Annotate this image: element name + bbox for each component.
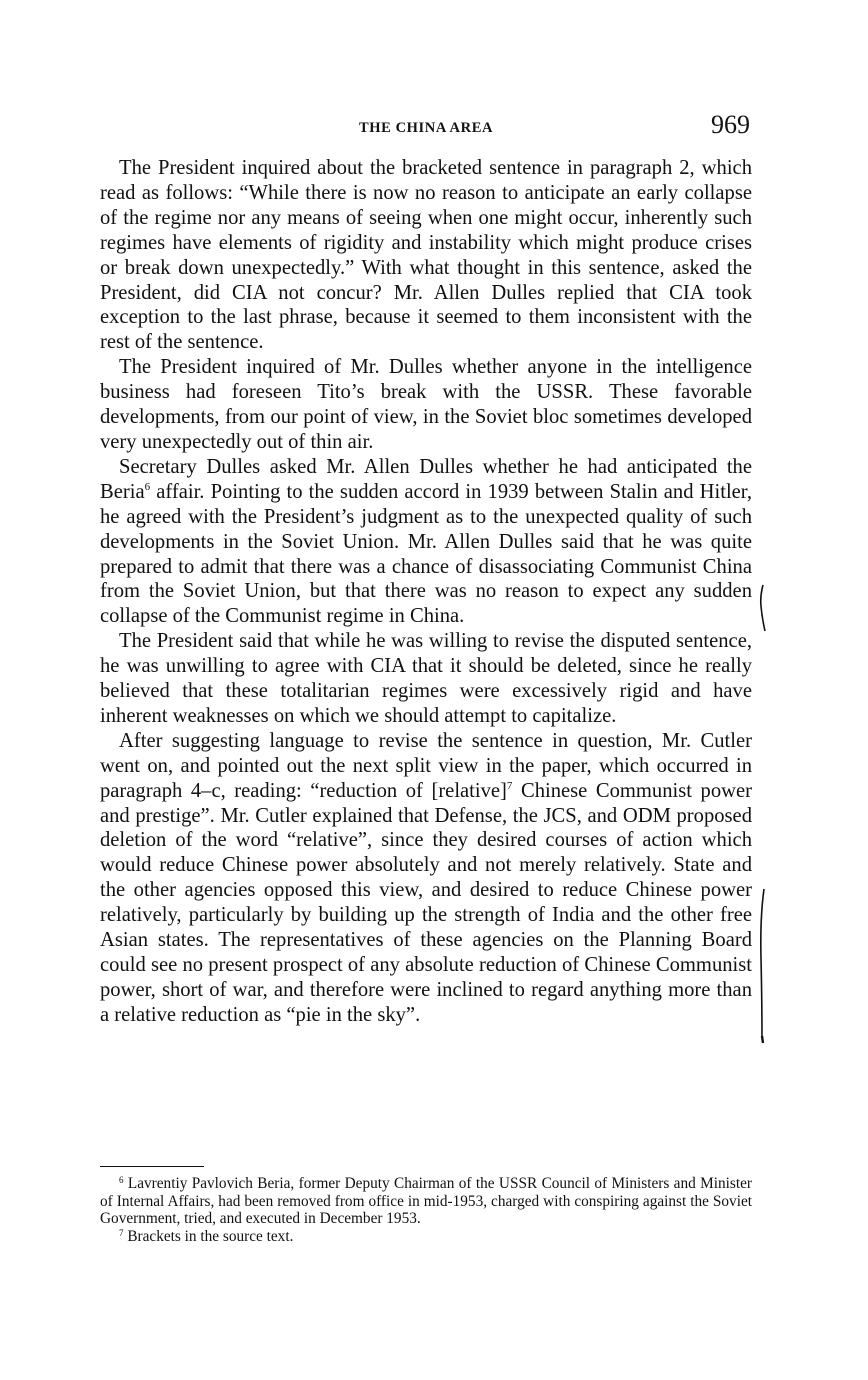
footnote-separator xyxy=(100,1166,204,1167)
running-header xyxy=(100,110,752,146)
paragraph-cutler-split-view xyxy=(100,729,752,1028)
paragraph-beria-affair xyxy=(100,455,752,629)
body-text xyxy=(100,156,752,1028)
running-title: THE CHINA AREA xyxy=(358,120,494,136)
footnote-text: Lavrentiy Pavlovich Beria, former Deputy Chairman of the USSR Council of Ministers and Minister of Internal Affairs, had been removed from office in mid-1953, charged with conspiring against the Soviet Government, tried, and executed in December 1953. xyxy=(100,1175,752,1228)
footnote-text: Brackets in the source text. xyxy=(123,1227,294,1245)
footnote-number-6: 6 xyxy=(119,1175,124,1185)
footnote-6 xyxy=(100,1175,752,1228)
footnote-7 xyxy=(100,1228,752,1246)
paragraph-text: Chinese Communist power and prestige”. Mr. Cutler explained that Defense, the JCS, and ODM proposed deletion of the word “relative”, since they desired courses of action which would reduce Chinese power absolutely and not merely relatively. State and the other agencies opposed this view, and desired to reduce Chinese power relatively, particularly by building up the strength of India and the other free Asian states. The representatives of these agencies on the Planning Board could see no present prospect of any absolute reduction of Chinese Communist power, short of war, and therefore were inclined to regard anything more than a relative reduction as “pie in the sky”. xyxy=(100,779,752,1026)
paragraph-text: Secretary Dulles asked Mr. Allen Dulles whether he had anticipated the Beria xyxy=(100,455,752,503)
footnote-reference-7[interactable]: 7 xyxy=(506,779,513,792)
paragraph-disputed-sentence: The President said that while he was willing to revise the disputed sentence, he was unwilling to agree with CIA that it should be deleted, since he really believed that these totalitarian regimes were excessively rigid and have inherent weaknesses on which we should attempt to capitalize. xyxy=(100,630,752,727)
margin-bracket-mark-1 xyxy=(756,584,770,632)
paragraph-president-bracketed-sentence: The President inquired about the bracketed sentence in paragraph 2, which read as follows: “While there is now no reason to anticipate an early collapse of the regime nor any means of seeing when one might occur, inherently such regimes have elements of rigidity and instability which might produce crises or break down unexpectedly.” With what thought in this sentence, asked the President, did CIA not concur? Mr. Allen Dulles replied that CIA took exception to the last phrase, because it seemed to them inconsistent with the rest of the sentence. xyxy=(100,157,752,354)
footnote-reference-6[interactable]: 6 xyxy=(144,480,151,493)
paragraph-text: After suggesting language to revise the sentence in question, Mr. Cutler went on, and pointed out the next split view in the paper, which occurred in paragraph 4–c, reading: “reduction of [relative] xyxy=(100,729,752,802)
page-number: 969 xyxy=(711,110,750,139)
footnotes xyxy=(100,1175,752,1245)
margin-bracket-mark-2 xyxy=(756,888,770,1044)
footnote-number-7: 7 xyxy=(119,1227,124,1238)
paragraph-tito-break: The President inquired of Mr. Dulles whether anyone in the intelligence business had foreseen Tito’s break with the USSR. These favorable developments, from our point of view, in the Soviet bloc sometimes developed very unexpectedly out of thin air. xyxy=(100,356,752,453)
paragraph-text: affair. Pointing to the sudden accord in 1939 between Stalin and Hitler, he agreed with the President’s judgment as to the unexpected quality of such developments in the Soviet Union. Mr. Allen Dulles said that he was quite prepared to admit that there was a chance of disassociating Communist China from the Soviet Union, but that there was no reason to expect any sudden collapse of the Communist regime in China. xyxy=(100,480,752,628)
